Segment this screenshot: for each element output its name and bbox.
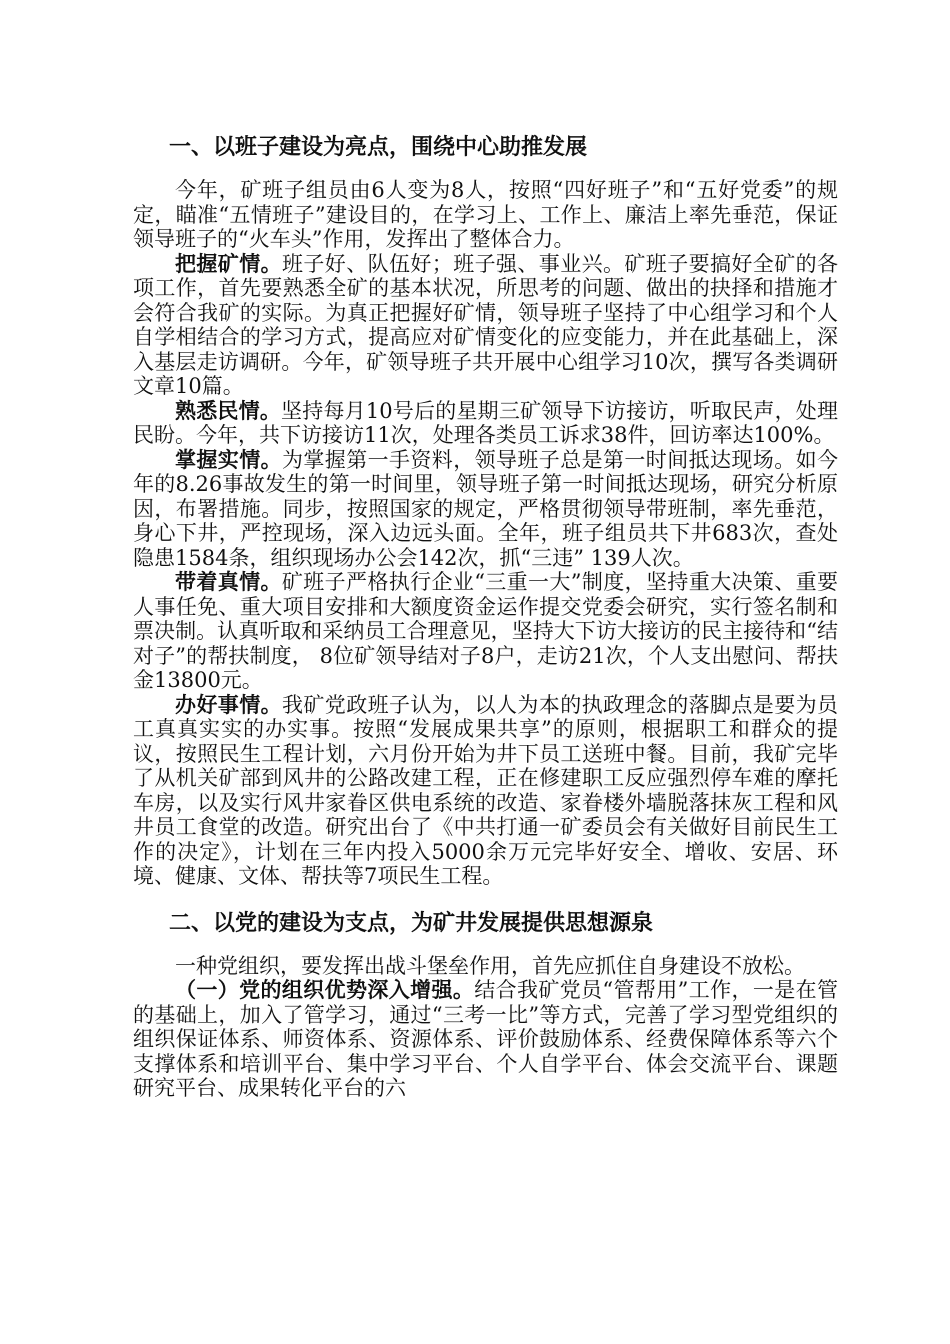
section-2-heading: 二、以党的建设为支点，为矿井发展提供思想源泉 (169, 909, 654, 936)
item-body: 结合我矿党员“管帮用”工作，一是在管的基础上，加入了管学习，通过“三考一比”等方式，完善了学习型党组织的组织保证体系、师资体系、资源体系、评价鼓励体系、经费保障体系等六个支撑体系和培训平台、集中学习平台、个人自学平台、体会交流平台、课题研究平台、成果转化平台的六 (133, 978, 838, 1100)
item-lead: 办好事情。 (175, 691, 282, 717)
item-grasp-mine-situation (133, 252, 838, 399)
item-lead: 把握矿情。 (175, 250, 282, 276)
item-lead: 熟悉民情。 (175, 397, 282, 423)
item-with-sincerity (133, 570, 838, 693)
item-party-organization-advantage (133, 978, 838, 1101)
section-1-heading: 一、以班子建设为亮点，围绕中心助推发展 (169, 134, 588, 160)
section-2-intro: 一种党组织，要发挥出战斗堡垒作用，首先应抓住自身建设不放松。 (175, 953, 805, 978)
item-body: 我矿党政班子认为，以人为本的执政理念的落脚点是要为员工真真实实的办实事。按照“发展成果共享”的原则，根据职工和群众的提议，按照民生工程计划，六月份开始为井下员工送班中餐。目前，我矿完毕了从机关矿部到风井的公路改建工程，正在修建职工反应强烈停车难的摩托车房，以及实行风井家眷区供电系统的改造、家眷楼外墙脱落抹灰工程和风井员工食堂的改造。研究出台了《中共打通一矿委员会有关做好目前民生工作的决定》，计划在三年内投入5000余万元完毕好安全、增收、安居、环境、健康、文体、帮扶等7项民生工程。 (133, 692, 838, 888)
item-body: 矿班子严格执行企业“三重一大”制度，坚持重大决策、重要人事任免、重大项目安排和大额度资金运作提交党委会研究，实行签名制和票决制。认真听取和采纳员工合理意见，坚持大下访大接访的民主接待和“结对子”的帮扶制度， 8位矿领导结对子8户，走访21次，个人支出慰问、帮扶金13800元。 (133, 570, 838, 692)
item-lead: 掌握实情。 (175, 446, 282, 472)
item-master-facts (133, 448, 838, 571)
section-1-intro: 今年，矿班子组员由6人变为8人，按照“四好班子”和“五好党委”的规定，瞄准“五情班子”建设目的，在学习上、工作上、廉洁上率先垂范，保证领导班子的“火车头”作用，发挥出了整体合力。 (133, 178, 838, 251)
item-lead: 带着真情。 (175, 569, 282, 594)
item-lead: （一）党的组织优势深入增强。 (175, 977, 475, 1002)
item-do-good-things (133, 693, 838, 889)
item-body: 为掌握第一手资料，领导班子总是第一时间抵达现场。如今年的8.26事故发生的第一时间里，领导班子第一时间抵达现场，研究分析原因，布署措施。同步，按照国家的规定，严格贯彻领导带班制，率先垂范，身心下井，严控现场，深入边远头面。全年，班子组员共下井683次，查处隐患1584条，组织现场办公会142次，抓“三违” 139人次。 (133, 447, 838, 570)
item-body: 班子好、队伍好；班子强、事业兴。矿班子要搞好全矿的各项工作，首先要熟悉全矿的基本状况，所思考的问题、做出的抉择和措施才会符合我矿的实际。为真正把握好矿情，领导班子坚持了中心组学习和个人自学相结合的学习方式，提高应对矿情变化的应变能力，并在此基础上，深入基层走访调研。今年，矿领导班子共开展中心组学习10次，撰写各类调研文章10篇。 (133, 251, 838, 398)
item-body: 坚持每月10号后的星期三矿领导下访接访，听取民声，处理民盼。今年，共下访接访11次，处理各类员工诉求38件，回访率达100%。 (133, 398, 838, 447)
item-know-public-opinion (133, 399, 838, 448)
